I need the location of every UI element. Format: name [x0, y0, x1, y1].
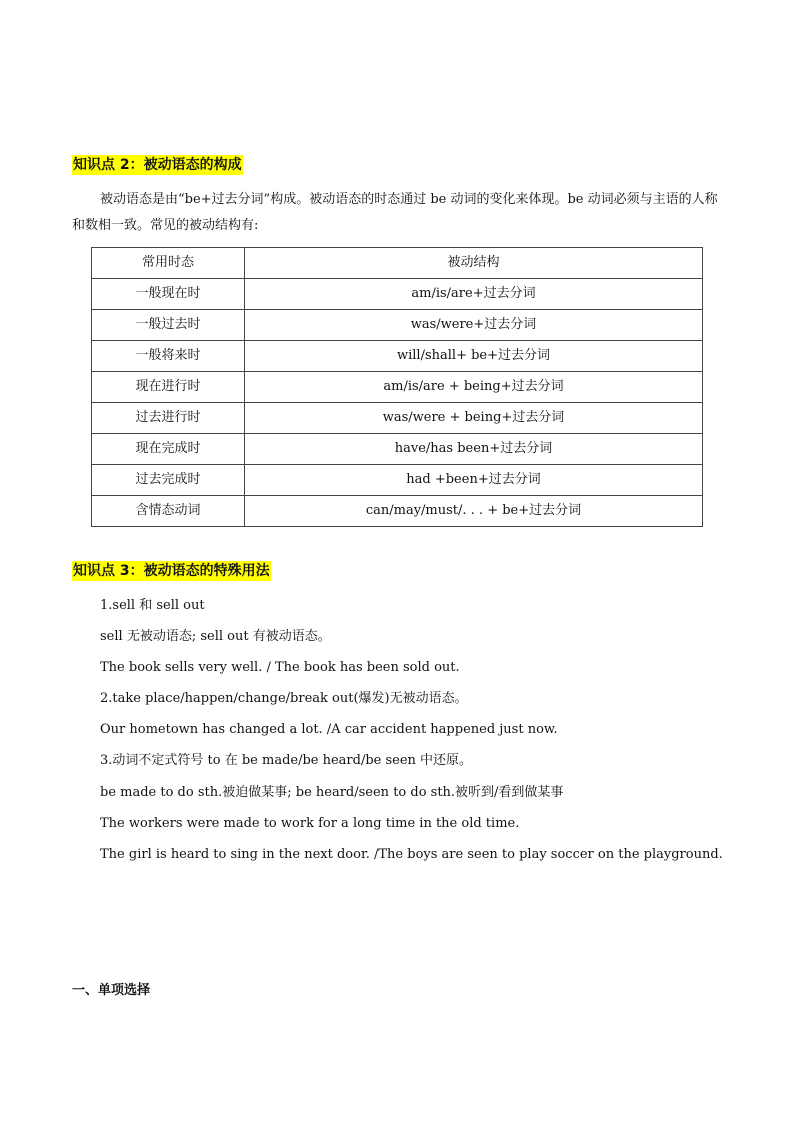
usage-line-3: The book sells very well. / The book has been sold out.	[100, 660, 460, 675]
usage-line-6: 3.动词不定式符号 to 在 be made/be heard/be seen 中还原。	[100, 753, 473, 768]
structure-cell: will/shall+ be+过去分词	[245, 341, 703, 372]
structure-cell: was/were + being+过去分词	[245, 403, 703, 434]
knowledge-point-3-heading: 知识点 3：被动语态的特殊用法	[73, 563, 270, 579]
tense-cell: 现在完成时	[92, 434, 245, 465]
usage-line-8: The workers were made to work for a long time in the old time.	[100, 816, 520, 831]
structure-cell: was/were+过去分词	[245, 310, 703, 341]
table-row	[92, 310, 703, 341]
table-row	[92, 279, 703, 310]
tense-cell: 含情态动词	[92, 496, 245, 527]
table-row	[92, 434, 703, 465]
structure-cell: can/may/must/. . . + be+过去分词	[245, 496, 703, 527]
tense-cell: 过去完成时	[92, 465, 245, 496]
tense-cell: 过去进行时	[92, 403, 245, 434]
usage-line-4: 2.take place/happen/change/break out(爆发)无被动语态。	[100, 691, 468, 706]
table-row	[92, 372, 703, 403]
knowledge-point-2-heading: 知识点 2：被动语态的构成	[73, 157, 242, 173]
table-row	[92, 403, 703, 434]
tense-cell: 现在进行时	[92, 372, 245, 403]
table-row	[92, 341, 703, 372]
passive-structure-table	[91, 247, 703, 527]
usage-line-9: The girl is heard to sing in the next door. /The boys are seen to play soccer on the playground.	[100, 847, 723, 862]
tense-cell: 一般过去时	[92, 310, 245, 341]
header-structure: 被动结构	[245, 248, 703, 279]
tense-cell: 一般现在时	[92, 279, 245, 310]
usage-line-7: be made to do sth.被迫做某事; be heard/seen to do sth.被听到/看到做某事	[100, 785, 564, 800]
section-single-choice-title: 一、单项选择	[72, 983, 151, 998]
table-row	[92, 465, 703, 496]
structure-cell: am/is/are+过去分词	[245, 279, 703, 310]
table-row	[92, 496, 703, 527]
knowledge-point-2-intro: 被动语态是由“be+过去分词”构成。被动语态的时态通过 be 动词的变化来体现。be 动词必须与主语的人称和数相一致。常见的被动结构有:	[72, 192, 718, 233]
header-tense: 常用时态	[92, 248, 245, 279]
usage-line-2: sell 无被动语态; sell out 有被动语态。	[100, 629, 331, 644]
structure-cell: had +been+过去分词	[245, 465, 703, 496]
structure-cell: am/is/are + being+过去分词	[245, 372, 703, 403]
usage-line-5: Our hometown has changed a lot. /A car accident happened just now.	[100, 722, 558, 737]
structure-cell: have/has been+过去分词	[245, 434, 703, 465]
tense-cell: 一般将来时	[92, 341, 245, 372]
usage-line-1: 1.sell 和 sell out	[100, 598, 205, 613]
table-header-row	[92, 248, 703, 279]
